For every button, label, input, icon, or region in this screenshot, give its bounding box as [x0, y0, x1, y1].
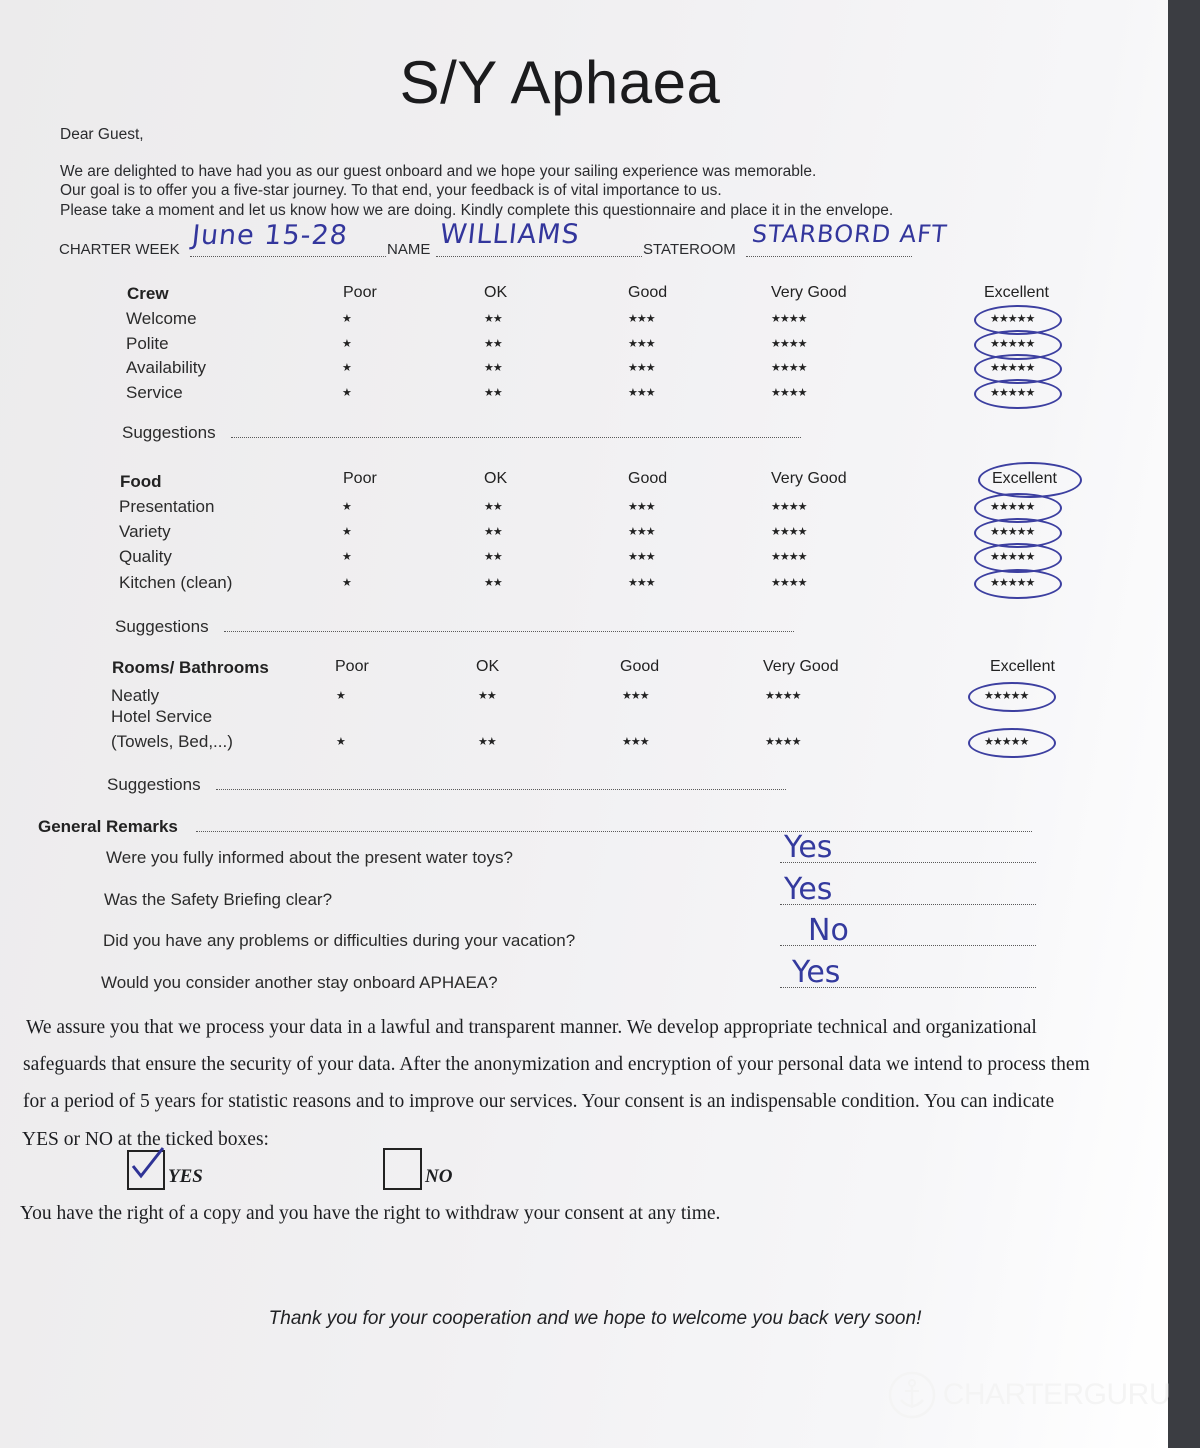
rating-option[interactable]: ★ — [342, 501, 351, 513]
rating-option[interactable]: ★★★★★ — [984, 690, 1029, 702]
rating-option[interactable]: ★★★ — [622, 690, 649, 702]
rating-row-label: Service — [126, 383, 183, 402]
rating-option[interactable]: ★★ — [484, 313, 502, 325]
column-header: Excellent — [992, 470, 1057, 487]
rating-option[interactable]: ★★ — [484, 551, 502, 563]
rating-option[interactable]: ★★ — [478, 690, 496, 702]
intro-line: Our goal is to offer you a five-star journey. To that end, your feedback is of vital importance to us. — [60, 182, 722, 199]
column-header: Excellent — [984, 284, 1049, 301]
stateroom-label: STATEROOM — [643, 241, 736, 258]
handwritten-answer: Yes — [784, 872, 833, 907]
section-title: Rooms/ Bathrooms — [112, 658, 269, 677]
column-header: Good — [620, 658, 660, 675]
rating-option[interactable]: ★★★★★ — [990, 313, 1035, 325]
rating-option[interactable]: ★★★★★ — [984, 736, 1029, 748]
intro-line: Please take a moment and let us know how we are doing. Kindly complete this questionnaire and place it in the envelope. — [60, 202, 894, 219]
rating-option[interactable]: ★★★★ — [765, 736, 801, 748]
rating-option[interactable]: ★★★ — [628, 313, 655, 325]
chartergurur-watermark — [887, 1370, 1170, 1420]
watermark-text: CHARTERGURU — [942, 1378, 1170, 1411]
handwritten-answer: Yes — [784, 830, 833, 865]
rating-option[interactable]: ★★★ — [628, 526, 655, 538]
suggestions-label: Suggestions — [122, 423, 216, 442]
rating-option[interactable]: ★ — [342, 338, 351, 350]
yes-checkbox[interactable] — [127, 1150, 165, 1190]
rating-option[interactable]: ★★★ — [628, 551, 655, 563]
name-line — [436, 256, 642, 257]
rating-option[interactable]: ★ — [342, 362, 351, 374]
suggestions-line[interactable] — [216, 789, 786, 790]
rating-option[interactable]: ★★ — [484, 338, 502, 350]
name-label: NAME — [387, 241, 431, 258]
rating-option[interactable]: ★★★ — [622, 736, 649, 748]
selected-rating-circle — [968, 682, 1056, 712]
privacy-line: YES or NO at the ticked boxes: — [22, 1129, 269, 1150]
no-checkbox[interactable] — [383, 1148, 422, 1190]
privacy-line: safeguards that ensure the security of your data. After the anonymization and encryption of your personal data we intend to process them — [23, 1054, 1090, 1075]
handwritten-answer: Yes — [792, 955, 841, 990]
suggestions-line[interactable] — [224, 631, 794, 632]
charter-week-value: June 15-28 — [190, 220, 350, 251]
rating-option[interactable]: ★ — [336, 690, 345, 702]
rating-row-label: (Towels, Bed,...) — [111, 732, 233, 751]
section-title: Crew — [127, 284, 169, 303]
rating-option[interactable]: ★★★★★ — [990, 501, 1035, 513]
rating-option[interactable]: ★★ — [478, 736, 496, 748]
rating-option[interactable]: ★★★★★ — [990, 387, 1035, 399]
excellent-header-circle — [978, 462, 1082, 498]
rating-row-label: Welcome — [126, 309, 197, 328]
rating-option[interactable]: ★ — [342, 387, 351, 399]
rating-option[interactable]: ★★★★ — [771, 387, 807, 399]
rating-option[interactable]: ★★★ — [628, 338, 655, 350]
rating-option[interactable]: ★★★★★ — [990, 362, 1035, 374]
no-label: NO — [425, 1166, 453, 1187]
handwritten-answer: No — [808, 913, 849, 948]
column-header: Excellent — [990, 658, 1055, 675]
rating-option[interactable]: ★ — [336, 736, 345, 748]
page-title: S/Y Aphaea — [399, 49, 721, 116]
column-header: Good — [628, 470, 668, 487]
rating-option[interactable]: ★★★★ — [771, 501, 807, 513]
remark-question: Would you consider another stay onboard APHAEA? — [101, 973, 498, 992]
selected-rating-circle — [974, 569, 1062, 599]
column-header: Very Good — [763, 658, 839, 675]
column-header: Poor — [343, 470, 377, 487]
rating-row-label: Presentation — [119, 497, 215, 516]
rating-option[interactable]: ★★ — [484, 501, 502, 513]
rating-option[interactable]: ★ — [342, 551, 351, 563]
rating-option[interactable]: ★★★★ — [765, 690, 801, 702]
rating-option[interactable]: ★★★ — [628, 362, 655, 374]
column-header: Very Good — [771, 470, 847, 487]
withdraw-notice: You have the right of a copy and you have the right to withdraw your consent at any time. — [20, 1203, 721, 1224]
column-header: OK — [484, 284, 508, 301]
privacy-line: for a period of 5 years for statistic reasons and to improve our services. Your consent is an indispensable condition. You can indicate — [23, 1091, 1055, 1112]
remark-question: Was the Safety Briefing clear? — [104, 890, 333, 909]
charter-week-label: CHARTER WEEK — [59, 241, 180, 258]
rating-option[interactable]: ★★★★ — [771, 551, 807, 563]
rating-option[interactable]: ★★★★ — [771, 526, 807, 538]
general-remarks-line — [196, 831, 1032, 832]
suggestions-line[interactable] — [231, 437, 801, 438]
rating-row-label: Neatly — [111, 686, 160, 705]
privacy-line: We assure you that we process your data in a lawful and transparent manner. We develop appropriate technical and organizational — [26, 1017, 1037, 1038]
selected-rating-circle — [968, 728, 1056, 758]
rating-option[interactable]: ★ — [342, 526, 351, 538]
column-header: Poor — [335, 658, 369, 675]
selected-rating-circle — [974, 379, 1062, 409]
rating-option[interactable]: ★★★★ — [771, 313, 807, 325]
rating-option[interactable]: ★★★★★ — [990, 526, 1035, 538]
anchor-icon — [887, 1370, 937, 1420]
rating-row-label: Variety — [119, 522, 171, 541]
rating-option[interactable]: ★★★★ — [771, 362, 807, 374]
rating-option[interactable]: ★★ — [484, 362, 502, 374]
column-header: Good — [628, 284, 668, 301]
checkmark-icon — [127, 1142, 167, 1182]
rating-option[interactable]: ★★★★ — [771, 577, 807, 589]
general-remarks-label: General Remarks — [38, 817, 178, 836]
rating-option[interactable]: ★★★ — [628, 501, 655, 513]
rating-option[interactable]: ★ — [342, 313, 351, 325]
thank-you-note: Thank you for your cooperation and we hope to welcome you back very soon! — [268, 1308, 922, 1329]
rating-option[interactable]: ★★ — [484, 387, 502, 399]
remark-question: Were you fully informed about the present water toys? — [106, 848, 513, 867]
charter-week-line — [190, 256, 386, 257]
rating-option[interactable]: ★ — [342, 577, 351, 589]
rating-option[interactable]: ★★★★★ — [990, 338, 1035, 350]
column-header: OK — [484, 470, 508, 487]
rating-row-label: Kitchen (clean) — [119, 573, 233, 592]
rating-option[interactable]: ★★ — [484, 526, 502, 538]
greeting: Dear Guest, — [60, 126, 144, 143]
rating-row-label: Quality — [119, 547, 172, 566]
intro-line: We are delighted to have had you as our guest onboard and we hope your sailing experience was memorable. — [60, 163, 817, 180]
stateroom-line — [746, 256, 912, 257]
rating-option[interactable]: ★★★ — [628, 387, 655, 399]
suggestions-label: Suggestions — [107, 775, 201, 794]
column-header: Very Good — [771, 284, 847, 301]
rating-option[interactable]: ★★★ — [628, 577, 655, 589]
stateroom-value: STARBORD AFT — [750, 220, 949, 248]
rating-row-label: Availability — [126, 358, 207, 377]
name-value: WILLIAMS — [438, 219, 582, 250]
rating-row-label: Polite — [126, 334, 169, 353]
column-header: Poor — [343, 284, 377, 301]
rating-option[interactable]: ★★★★★ — [990, 551, 1035, 563]
rating-row-label: Hotel Service — [111, 707, 213, 726]
section-title: Food — [120, 472, 162, 491]
rating-option[interactable]: ★★ — [484, 577, 502, 589]
remark-question: Did you have any problems or difficulties during your vacation? — [103, 931, 576, 950]
rating-option[interactable]: ★★★★★ — [990, 577, 1035, 589]
yes-label: YES — [168, 1166, 203, 1187]
suggestions-label: Suggestions — [115, 617, 209, 636]
rating-option[interactable]: ★★★★ — [771, 338, 807, 350]
column-header: OK — [476, 658, 500, 675]
